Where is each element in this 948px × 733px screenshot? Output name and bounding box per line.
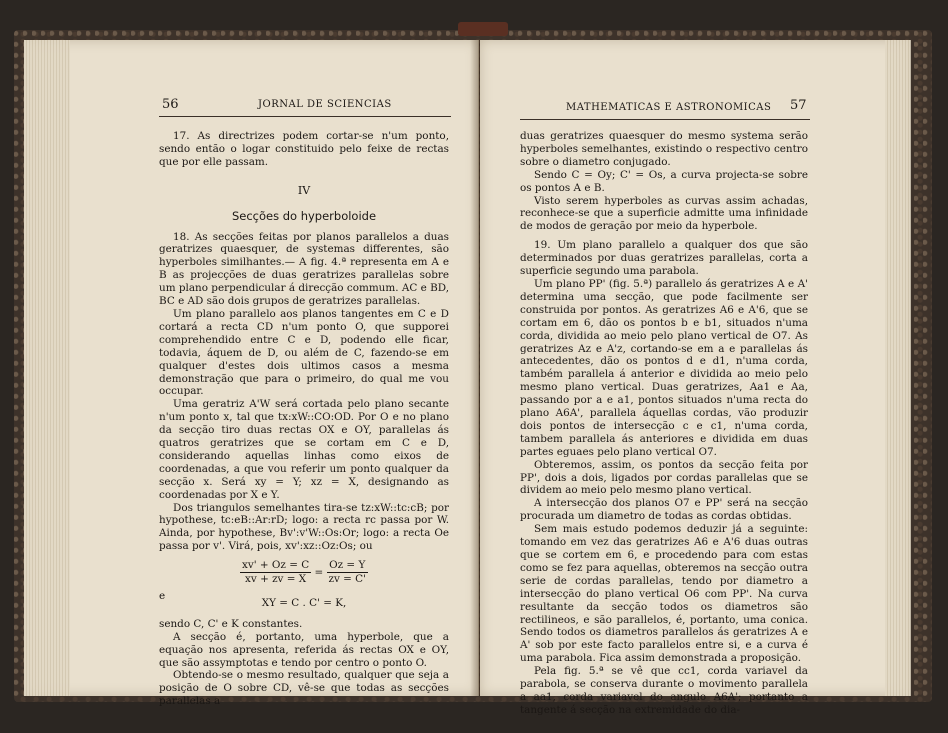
formula-product: XY = C . C' = K, xyxy=(261,596,347,609)
left-page xyxy=(24,40,479,708)
left-text-body xyxy=(159,130,449,708)
right-head-rule xyxy=(520,119,810,120)
paragraph-17: 17. As directrizes podem cortar-se n'um ponto, sendo então o logar constituido pelo feixe de rectas que por elle passam. xyxy=(159,130,449,168)
paragraph-intersection: A intersecção dos planos O7 e PP' será na secção procurada um diametro de todas as cordas obtidas. xyxy=(520,497,808,523)
left-page-edges xyxy=(24,40,70,696)
paragraph-result: Obtendo-se o mesmo resultado, qualquer que seja a posição de O sobre CD, vê-se que todas as secções parallelas a xyxy=(159,669,449,708)
paragraph-18: 18. As secções feitas por planos parallelos a duas geratrizes quaesquer, de systemas differentes, são hyperboles similhantes.— A fig. 4.ª representa em A e B as projecções de duas geratrizes parallelas sobre um plano perpendicular á direcção commum. AC e BD, BC e AD são dois grupos de geratrizes parallelas. xyxy=(159,230,449,308)
paragraph-projection: Sendo C = Oy; C' = Os, a curva projecta-se sobre os pontos A e B. xyxy=(520,168,808,194)
formula-fraction-right: $\frac{Oz = Y}{zv = C'}$ xyxy=(328,559,366,586)
bookmark-ribbon xyxy=(458,22,508,36)
section-title: Secções do hyperboloide xyxy=(231,208,377,223)
left-running-head: JORNAL DE SCIENCIAS xyxy=(258,99,392,110)
left-page-number: 56 xyxy=(162,97,179,112)
paragraph-triangles: Dos triangulos semelhantes tira-se tz:xW::tc:cB; por hypothese, tc:eB::Ar:rD; logo: a recta rc passa por W. Ainda, por hypothese, Bv':v'W::Os:Or; logo: a recta Oe passa por v'. Virá, pois, xv':xz::Oz:Os; ou xyxy=(159,501,449,553)
right-page-number: 57 xyxy=(790,98,807,113)
left-head-rule xyxy=(159,116,451,117)
formula-ratio: $\frac{xv' + Oz = C}{xv + zv = X}$ = $\frac{Oz = Y}{zv = C'}$ xyxy=(242,559,366,586)
paragraph-19: 19. Um plano parallelo a qualquer dos que são determinados por duas geratrizes parallelas, corta a superficie segundo uma parabola. xyxy=(520,239,808,278)
paragraph-constants: sendo C, C' e K constantes. xyxy=(159,617,303,630)
paragraph-generation: Visto serem hyperboles as curvas assim achadas, reconhece-se que a superficie admitte uma infinidade de modos de geração por meio da hyperbole. xyxy=(520,194,808,233)
formula-fraction-left: $\frac{xv' + Oz = C}{xv + zv = X}$ xyxy=(242,559,310,586)
formula-connector: e xyxy=(159,590,166,602)
paragraph-generatrix: Uma geratriz A'W será cortada pelo plano secante n'um ponto x, tal que tx:xW::CO:OD. Por O e no plano da secção tiro duas rectas OX e OY, parallelas ás quatros geratrizes que se cortam em C e D, considerando aquellas linhas como eixos de coordenadas, a que vou referir um ponto qualquer da secção x. Será xy = Y; xz = X, designando as coordenadas por X e Y. xyxy=(159,398,449,501)
paragraph-tangent: Pela fig. 5.ª se vê que cc1, corda variavel da parabola, se conserva durante o movimento parallela a aa1, corda variavel do angulo A6A'; portanto a tangente á secção na extremidade do dia- xyxy=(520,665,808,716)
right-page xyxy=(480,40,910,716)
paragraph-hyperbole: A secção é, portanto, uma hyperbole, que a equação nos apresenta, referida ás rectas OX e OY, que são assymptotas e tendo por centro o ponto O. xyxy=(159,630,449,669)
paragraph-conic: Sem mais estudo podemos deduzir já a seguinte: tomando em vez das geratrizes A6 e A'6 duas outras que se cortem em 6, e procedendo para com estas como se fez para aquellas, obteremos na secção outra serie de cordas parallelas, tendo por diametro a intersecção do plano vertical O6 com PP'. Na curva resultante da secção todos os diametros são rectilineos, e são parallelos, é, portanto, uma conica. Sendo todos os diametros parallelos ás geratrizes A e A' sob por este facto parallelos entre si, e a curva é uma parabola. Fica assim demonstrada a proposição. xyxy=(520,523,808,665)
right-text-body xyxy=(520,130,808,717)
right-running-head: MATHEMATICAS E ASTRONOMICAS xyxy=(566,102,772,113)
section-number: IV xyxy=(297,183,311,197)
paragraph-continuation: duas geratrizes quaesquer do mesmo systema serão hyperboles semelhantes, existindo o respectivo centro sobre o diametro conjugado. xyxy=(520,130,808,168)
paragraph-plane: Um plano parallelo aos planos tangentes em C e D cortará a recta CD n'um ponto O, que supporei comprehendido entre C e D, podendo elle ficar, todavia, áquem de D, ou além de C, fazendo-se em qualquer d'estes dois ultimos casos a mesma demonstração que para o primeiro, do qual me vou occupar. xyxy=(159,307,449,398)
right-page-edges xyxy=(885,40,911,696)
paragraph-points: Obteremos, assim, os pontos da secção feita por PP', dois a dois, ligados por cordas parallelas que se dividem ao meio pelo mesmo plano vertical. xyxy=(520,458,808,497)
paragraph-plane-pp: Um plano PP' (fig. 5.ª) parallelo ás geratrizes A e A' determina uma secção, que pode facilmente ser construida por pontos. As geratrizes A6 e A'6, que se cortam em 6, dão os pontos b e b1, situados n'uma corda, dividida ao meio pelo plano vertical de O7. As geratrizes Az e A'z, cortando-se em a e parallelas ás antecedentes, dão os pontos d e d1, n'uma corda, também parallela á anterior e dividida ao meio pelo mesmo plano vertical. Duas geratrizes, Aa1 e Aa, passando por a e a1, pontos situados n'uma recta do plano A6A', parallela áquellas cordas, vão produzir dois pontos de intersecção c e c1, n'uma corda, tambem parallela ás anteriores e dividida em duas partes eguaes pelo plano vertical O7. xyxy=(520,277,808,458)
